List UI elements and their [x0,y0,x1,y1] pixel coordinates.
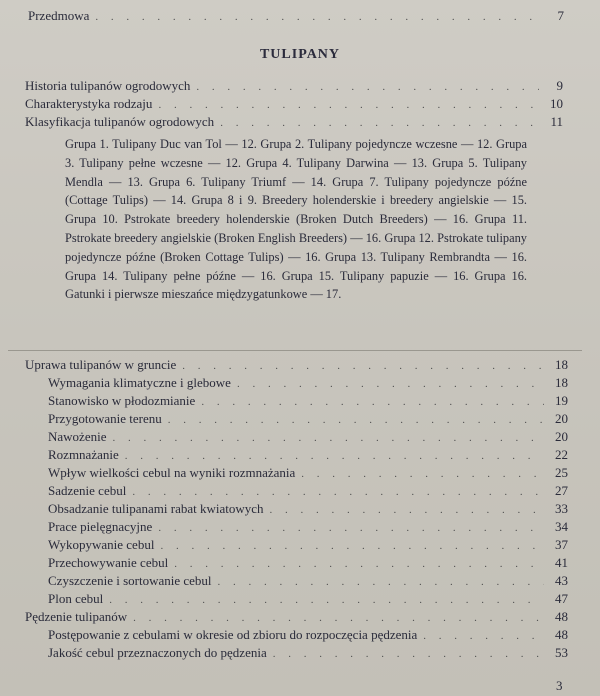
leader-dots [160,540,544,552]
toc-subentry [48,591,568,607]
toc-subentry [48,393,568,409]
toc-page-number: 33 [555,501,568,516]
toc-subentry [48,555,568,571]
toc-page-number: 48 [555,609,568,624]
toc-page-number: 48 [555,627,568,642]
toc-subentry [48,429,568,445]
toc-label: Prace pielęgnacyjne [48,519,153,534]
toc-page-number: 11 [550,114,563,129]
leader-dots [196,81,539,93]
toc-page-number: 53 [555,645,568,660]
leader-dots [158,99,539,111]
divider [8,350,582,351]
toc-page-number: 20 [555,411,568,426]
toc-subentry [48,447,568,463]
leader-dots [273,648,544,660]
toc-subentry [48,537,568,553]
toc-label: Jakość cebul przeznaczonych do pędzenia [48,645,267,660]
toc-label: Sadzenie cebul [48,483,127,498]
toc-label: Postępowanie z cebulami w okresie od zbioru do rozpoczęcia pędzenia [48,627,418,642]
leader-dots [182,360,544,372]
toc-label: Stanowisko w płodozmianie [48,393,196,408]
toc-label: Pędzenie tulipanów [25,609,128,624]
toc-label: Plon cebul [48,591,104,606]
leader-dots [270,504,544,516]
toc-subentry [48,465,568,481]
toc-page-number: 37 [555,537,568,552]
toc-page-number: 41 [555,555,568,570]
toc-label: Historia tulipanów ogrodowych [25,78,191,93]
leader-dots [174,558,544,570]
leader-dots [201,396,544,408]
toc-page-number: 19 [555,393,568,408]
toc-subentry [48,519,568,535]
toc-page-number: 7 [557,8,564,23]
classification-paragraph: Grupa 1. Tulipany Duc van Tol — 12. Grupa 2. Tulipany pojedyncze wczesne — 12. Grupa 3. Tulipany pełne wczesne — 12. Grupa 4. Tulipany Darwina — 13. Grupa 5. Tulipany Mendla — 13. Grupa 6. Tulipany Triumf — 14. Grupa 7. Tulipany pojedyncze późne (Cottage Tulips) — 14. Grupa 8 i 9. Breedery holenderskie i breedery angielskie — 15. Grupa 10. Pstrokate breedery holenderskie (Broken Dutch Breeders) — 16. Grupa 11. Pstrokate breedery angielskie (Broken English Breeders) — 16. Grupa 12. Pstrokate tulipany pojedyncze późne (Broken Cottage Tulips) — 16. Grupa 13. Tulipany Rembrandta — 16. Grupa 14. Tulipany pełne późne — 16. Grupa 15. Tulipany papuzie — 16. Grupa 16. Gatunki i pierwsze mieszańce międzygatunkowe — 17. [65,137,527,302]
toc-label: Czyszczenie i sortowanie cebul [48,573,212,588]
toc-subentry [48,483,568,499]
toc-label: Przygotowanie terenu [48,411,162,426]
leader-dots [168,414,544,426]
toc-subentry [48,627,568,643]
leader-dots [423,630,544,642]
leader-dots [218,576,544,588]
toc-label: Nawożenie [48,429,107,444]
toc-subentry [48,573,568,589]
toc-page-number: 43 [555,573,568,588]
leader-dots [112,432,544,444]
toc-label: Rozmnażanie [48,447,119,462]
leader-dots [158,522,544,534]
toc-entry-cultivation [25,357,568,373]
toc-page-number: 25 [555,465,568,480]
leader-dots [237,378,544,390]
toc-subentry [48,645,568,661]
toc-entry-preface [28,8,564,24]
toc-page-number: 18 [555,357,568,372]
toc-entry [25,78,563,94]
toc-page-number: 27 [555,483,568,498]
toc-label: Wykopywanie cebul [48,537,155,552]
leader-dots [301,468,544,480]
toc-label: Uprawa tulipanów w gruncie [25,357,177,372]
toc-page-number: 20 [555,429,568,444]
leader-dots [125,450,544,462]
toc-page-number: 34 [555,519,568,534]
leader-dots [95,11,540,23]
toc-label: Przedmowa [28,8,90,23]
leader-dots [132,486,544,498]
toc-page-number: 22 [555,447,568,462]
toc-label: Charakterystyka rodzaju [25,96,153,111]
page-number: 3 [556,678,563,693]
toc-label: Wpływ wielkości cebul na wyniki rozmnażania [48,465,296,480]
toc-subentry [48,501,568,517]
toc-label: Wymagania klimatyczne i glebowe [48,375,231,390]
leader-dots [220,117,539,129]
toc-label: Klasyfikacja tulipanów ogrodowych [25,114,215,129]
leader-dots [133,612,544,624]
toc-subentry [48,411,568,427]
toc-page-number: 18 [555,375,568,390]
toc-page-number: 10 [550,96,563,111]
toc-entry [25,96,563,112]
section-title: TULIPANY [259,47,341,62]
toc-label: Przechowywanie cebul [48,555,169,570]
toc-label: Obsadzanie tulipanami rabat kwiatowych [48,501,264,516]
toc-page-number: 47 [555,591,568,606]
leader-dots [109,594,544,606]
toc-subentry [48,375,568,391]
toc-entry-forcing [25,609,568,625]
toc-page-number: 9 [556,78,563,93]
toc-entry [25,114,563,130]
